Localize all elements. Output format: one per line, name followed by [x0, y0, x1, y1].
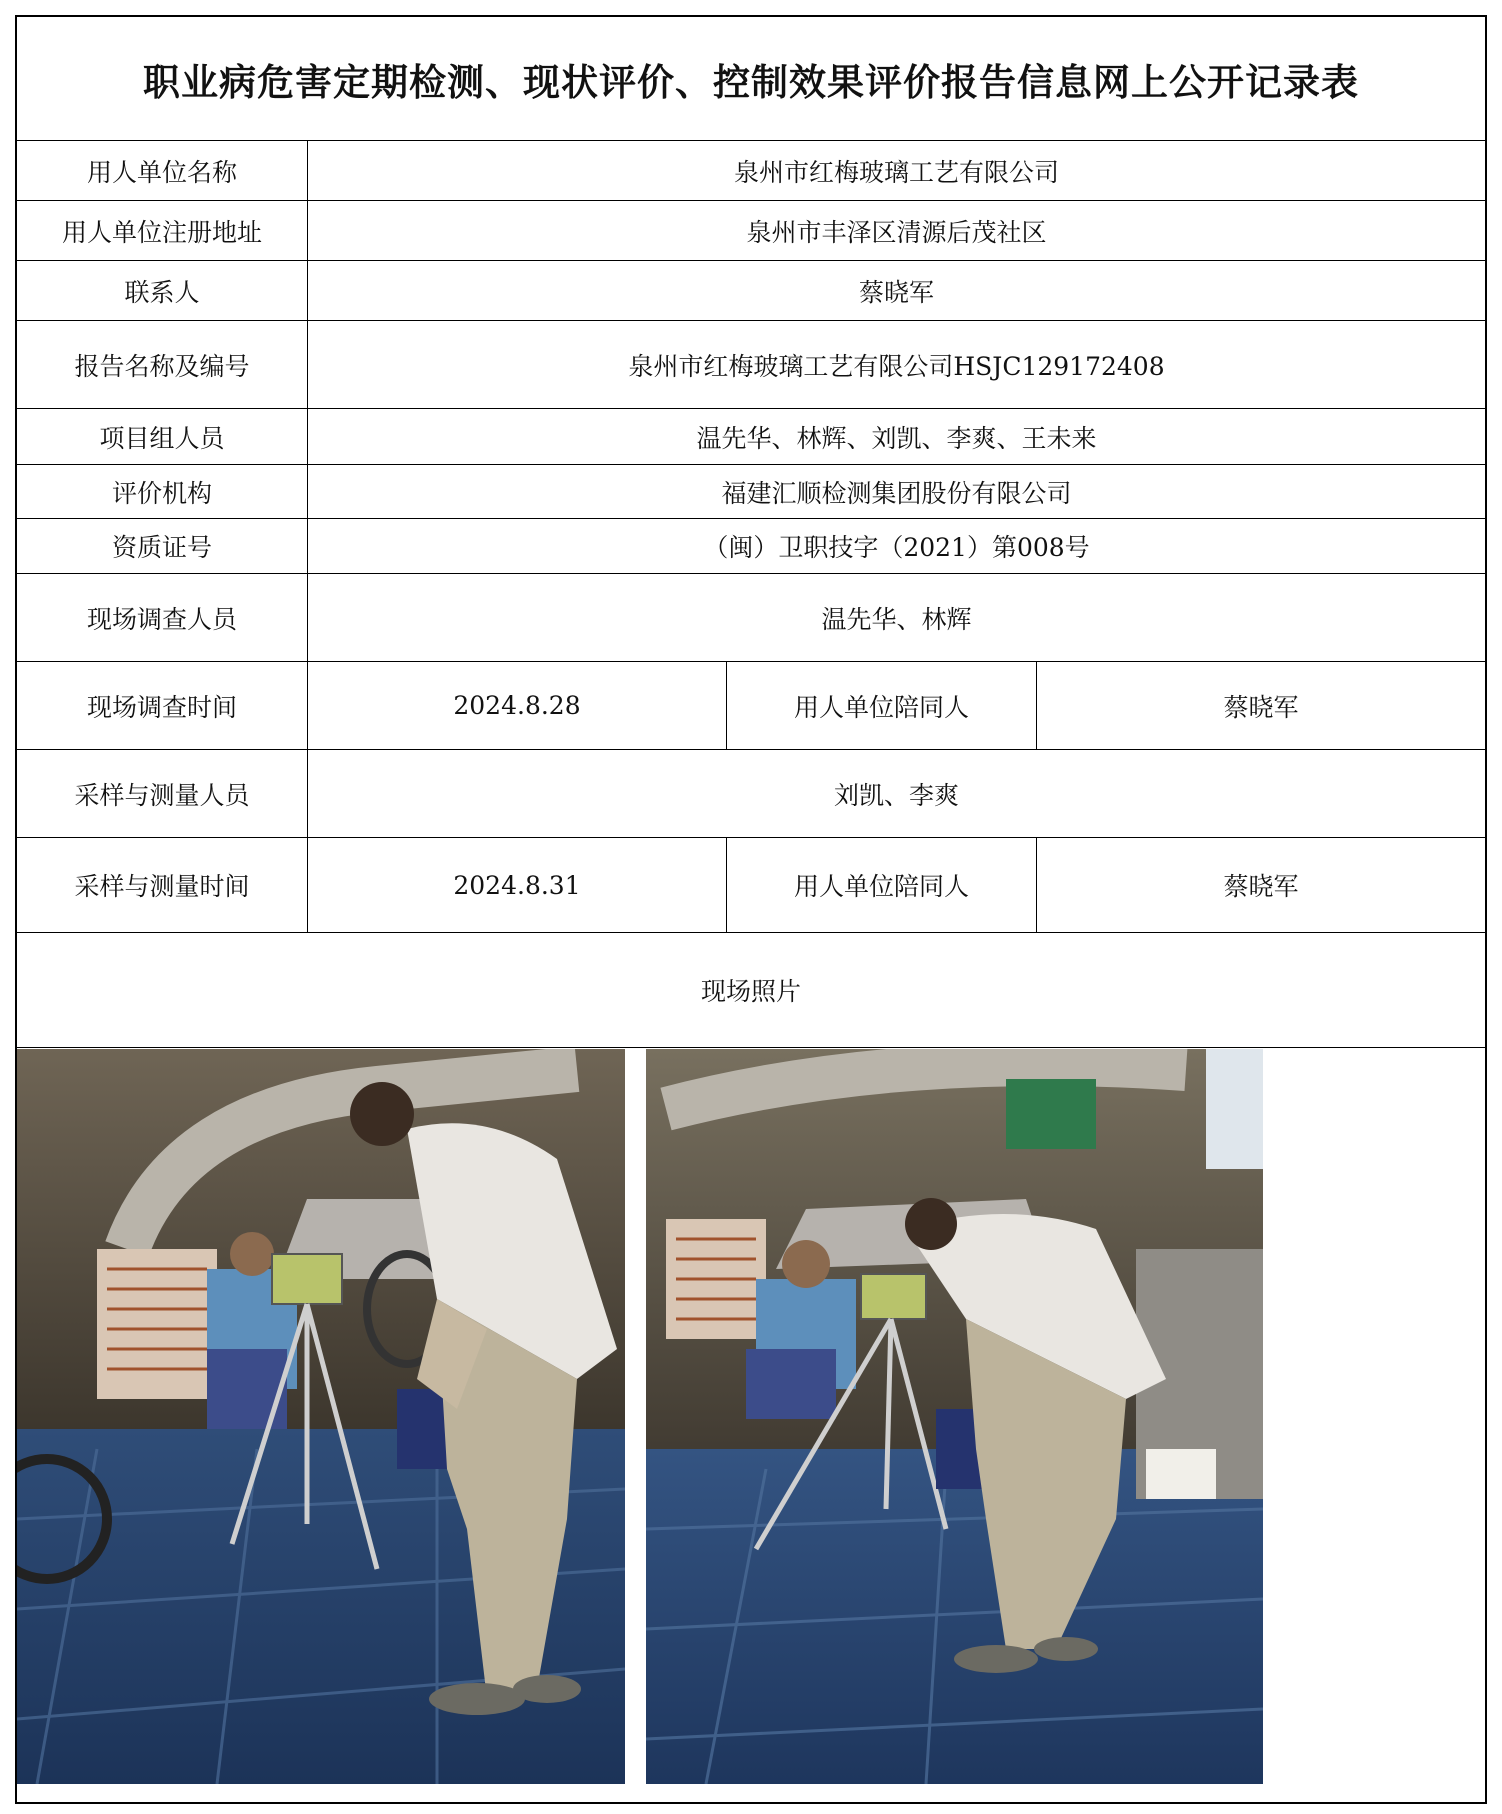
team-value: 温先华、林辉、刘凯、李爽、王未来	[696, 423, 1097, 453]
employer-address-value: 泉州市丰泽区清源后茂社区	[746, 217, 1047, 247]
employer-address-label: 用人单位注册地址	[17, 201, 308, 260]
survey-staff-label: 现场调查人员	[17, 574, 308, 661]
report-value: 泉州市红梅玻璃工艺有限公司HSJC129172408	[628, 351, 1165, 381]
row-survey-staff	[17, 574, 1485, 662]
survey-time-value: 2024.8.28	[308, 662, 727, 749]
contact-value: 蔡晓军	[858, 277, 934, 307]
row-sampling-time	[17, 838, 1485, 933]
row-agency	[17, 465, 1485, 519]
record-table	[15, 15, 1487, 1804]
survey-companion-value: 蔡晓军	[1223, 692, 1299, 722]
sampling-time-label: 采样与测量时间	[17, 838, 308, 932]
row-employer-address	[17, 201, 1485, 261]
row-sampling-staff	[17, 750, 1485, 838]
title-row	[17, 17, 1485, 141]
row-employer-name	[17, 141, 1485, 201]
survey-staff-value: 温先华、林辉	[821, 604, 972, 634]
row-team	[17, 409, 1485, 465]
employer-name-label: 用人单位名称	[17, 141, 308, 200]
report-label: 报告名称及编号	[17, 321, 308, 408]
cert-label: 资质证号	[17, 519, 308, 573]
site-photo-2	[646, 1049, 1263, 1784]
row-cert	[17, 519, 1485, 574]
cert-value: （闽）卫职技字（2021）第008号	[703, 533, 1090, 562]
site-photo-1-image	[17, 1049, 625, 1784]
row-survey-time	[17, 662, 1485, 750]
employer-name-value: 泉州市红梅玻璃工艺有限公司	[733, 157, 1059, 187]
sampling-time-value: 2024.8.31	[308, 838, 727, 932]
survey-companion-label: 用人单位陪同人	[727, 662, 1037, 749]
sampling-staff-label: 采样与测量人员	[17, 750, 308, 837]
site-photo-1	[17, 1049, 625, 1784]
row-contact	[17, 261, 1485, 321]
survey-time-label: 现场调查时间	[17, 662, 308, 749]
sampling-companion-value: 蔡晓军	[1223, 872, 1299, 901]
contact-label: 联系人	[17, 261, 308, 320]
site-photo-2-image	[646, 1049, 1263, 1784]
agency-value: 福建汇顺检测集团股份有限公司	[721, 478, 1072, 508]
team-label: 项目组人员	[17, 409, 308, 464]
row-photos-label	[17, 933, 1485, 1048]
agency-label: 评价机构	[17, 465, 308, 518]
sampling-staff-value: 刘凯、李爽	[833, 780, 959, 810]
sampling-companion-label: 用人单位陪同人	[727, 838, 1037, 932]
row-report	[17, 321, 1485, 409]
page-title: 职业病危害定期检测、现状评价、控制效果评价报告信息网上公开记录表	[143, 60, 1359, 104]
photos-label: 现场照片	[700, 977, 801, 1006]
